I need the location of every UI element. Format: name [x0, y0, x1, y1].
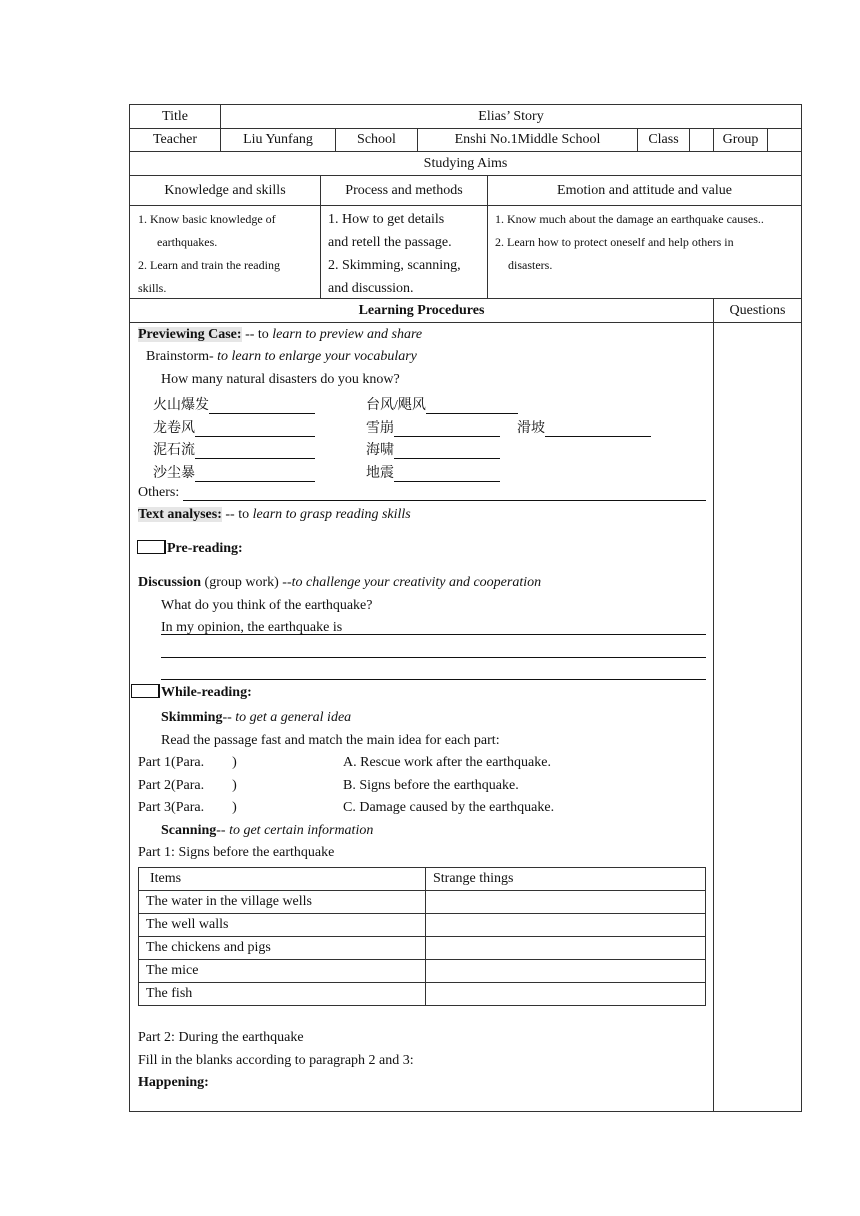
- procedures-heading-row: [130, 299, 801, 323]
- vocab-item: [517, 417, 651, 437]
- aims-line: 1. Know much about the damage an earthquake causes..: [495, 212, 764, 226]
- vocab-blank[interactable]: [209, 399, 315, 414]
- vocab-word: 海啸: [366, 443, 394, 458]
- aims-headings-row: [130, 176, 801, 206]
- group-label: Group: [714, 129, 768, 151]
- part-2-para: Part 2(Para. ): [138, 778, 237, 793]
- text-analyses-line: [138, 507, 411, 523]
- title-value: Elias’ Story: [478, 108, 544, 124]
- option-a: A. Rescue work after the earthquake.: [343, 755, 551, 770]
- teacher-value: Liu Yunfang: [221, 129, 336, 151]
- table-row: [139, 891, 706, 914]
- bookmark-icon: [131, 684, 160, 698]
- pre-reading-line: [137, 541, 243, 557]
- vocab-item: [153, 417, 315, 437]
- vocab-word: 沙尘暴: [153, 466, 195, 481]
- vocab-blank[interactable]: [426, 399, 518, 414]
- teacher-row: [130, 129, 801, 152]
- vocab-blank[interactable]: [195, 467, 315, 482]
- aims-line: 2. Learn how to protect oneself and help others in: [495, 235, 734, 249]
- vocab-word: 火山爆发: [153, 398, 209, 413]
- scanning-text: -- to get certain information: [216, 823, 374, 838]
- table-answer-cell[interactable]: [426, 960, 706, 983]
- studying-aims-row: [130, 152, 801, 176]
- vocab-item: [366, 439, 500, 459]
- table-item: The water in the village wells: [139, 891, 426, 914]
- scanning-line: [161, 823, 373, 839]
- opinion-blank[interactable]: [161, 634, 706, 635]
- vocab-word: 滑坡: [517, 421, 545, 436]
- brainstorm-text: to learn to enlarge your vocabulary: [217, 349, 417, 364]
- lesson-plan-sheet: [129, 104, 802, 1112]
- skimming-label: Skimming: [161, 710, 223, 725]
- vocab-word: 龙卷风: [153, 421, 195, 436]
- discussion-label: Discussion: [138, 575, 202, 590]
- table-row: [139, 937, 706, 960]
- aims-line: 1. Know basic knowledge of: [138, 212, 276, 226]
- skimming-line: [161, 710, 351, 726]
- questions-heading: Questions: [729, 302, 786, 318]
- discussion-question: What do you think of the earthquake?: [161, 598, 373, 613]
- vocab-item: [153, 439, 315, 459]
- fill-instruction: Fill in the blanks according to paragraph 2 and 3:: [138, 1053, 414, 1068]
- previewing-text: learn to preview and share: [272, 327, 423, 342]
- class-value: [690, 129, 714, 151]
- vocab-item: [153, 462, 315, 482]
- aims-line: skills.: [138, 281, 167, 295]
- text-analyses-dash: -- to: [221, 507, 253, 522]
- table-answer-cell[interactable]: [426, 983, 706, 1006]
- bookmark-icon: [137, 540, 166, 554]
- learning-procedures-heading: Learning Procedures: [130, 299, 714, 322]
- group-value: [768, 129, 801, 151]
- vocab-word: 地震: [366, 466, 394, 481]
- table-header-strange-things: Strange things: [426, 868, 706, 891]
- pre-reading-heading: Pre-reading:: [167, 541, 243, 556]
- while-reading-heading: While-reading:: [161, 685, 252, 700]
- vocab-item: [366, 462, 500, 482]
- aims-line: and discussion.: [328, 281, 414, 296]
- vocab-blank[interactable]: [394, 467, 500, 482]
- table-row: [139, 983, 706, 1006]
- part-3-para: Part 3(Para. ): [138, 800, 237, 815]
- previewing-dash: -- to: [241, 327, 273, 342]
- text-analyses-text: learn to grasp reading skills: [252, 507, 411, 522]
- opinion-blank[interactable]: [161, 657, 706, 658]
- part1-heading: Part 1: Signs before the earthquake: [138, 845, 335, 860]
- vocab-blank[interactable]: [195, 444, 315, 459]
- brainstorm-label: Brainstorm-: [146, 349, 218, 364]
- emotion-attitude-content: [488, 206, 801, 298]
- discussion-line: [138, 575, 541, 591]
- title-label: Title: [130, 105, 221, 128]
- vocab-blank[interactable]: [394, 422, 500, 437]
- aims-line: earthquakes.: [157, 235, 218, 249]
- others-blank[interactable]: [183, 500, 706, 501]
- table-item: The fish: [139, 983, 426, 1006]
- aims-line: 2. Learn and train the reading: [138, 258, 280, 272]
- brainstorm-question: How many natural disasters do you know?: [161, 372, 400, 387]
- option-c: C. Damage caused by the earthquake.: [343, 800, 555, 815]
- vocab-blank[interactable]: [394, 444, 500, 459]
- vocab-word: 台风/飓风: [366, 398, 426, 413]
- table-answer-cell[interactable]: [426, 914, 706, 937]
- vocab-item: [366, 417, 500, 437]
- vocab-blank[interactable]: [195, 422, 315, 437]
- aims-line: 2. Skimming, scanning,: [328, 258, 461, 273]
- skimming-instruction: Read the passage fast and match the main idea for each part:: [161, 733, 500, 748]
- vocab-item: [153, 394, 315, 414]
- vocab-item: [366, 394, 518, 414]
- scanning-label: Scanning: [161, 823, 217, 838]
- aims-line: and retell the passage.: [328, 235, 452, 250]
- teacher-label: Teacher: [130, 129, 221, 151]
- part2-heading: Part 2: During the earthquake: [138, 1030, 304, 1045]
- studying-aims-heading: Studying Aims: [423, 155, 508, 171]
- option-b: B. Signs before the earthquake.: [343, 778, 519, 793]
- previewing-label: Previewing Case:: [138, 327, 242, 342]
- procedures-content: [130, 323, 714, 1111]
- school-label: School: [336, 129, 418, 151]
- emotion-attitude-heading: Emotion and attitude and value: [557, 182, 732, 198]
- table-item: The mice: [139, 960, 426, 983]
- table-row: [139, 914, 706, 937]
- opinion-prompt: In my opinion, the earthquake is: [161, 620, 343, 635]
- knowledge-skills-heading: Knowledge and skills: [130, 176, 321, 205]
- text-analyses-label: Text analyses:: [138, 507, 222, 522]
- process-methods-content: [321, 206, 488, 298]
- opinion-blank[interactable]: [161, 679, 706, 680]
- school-value: Enshi No.1Middle School: [418, 129, 638, 151]
- signs-table: [138, 867, 706, 1006]
- vocab-word: 泥石流: [153, 443, 195, 458]
- procedures-body-row: [130, 323, 801, 1111]
- class-label: Class: [638, 129, 690, 151]
- table-item: The well walls: [139, 914, 426, 937]
- title-row: [130, 105, 801, 129]
- aims-line: 1. How to get details: [328, 212, 445, 227]
- discussion-mid: (group work) --: [201, 575, 292, 590]
- happening-heading: Happening:: [138, 1075, 209, 1090]
- others-label: Others:: [138, 485, 180, 500]
- while-reading-line: [131, 685, 252, 701]
- discussion-text: to challenge your creativity and cooperation: [291, 575, 542, 590]
- questions-column[interactable]: [714, 323, 801, 1111]
- knowledge-skills-content: [130, 206, 321, 298]
- table-row: [139, 960, 706, 983]
- skimming-text: -- to get a general idea: [222, 710, 352, 725]
- table-item: The chickens and pigs: [139, 937, 426, 960]
- vocab-blank[interactable]: [545, 422, 651, 437]
- table-answer-cell[interactable]: [426, 891, 706, 914]
- previewing-line: [138, 327, 422, 343]
- brainstorm-line: [146, 349, 417, 365]
- aims-content-row: [130, 206, 801, 299]
- part-1-para: Part 1(Para. ): [138, 755, 237, 770]
- vocab-word: 雪崩: [366, 421, 394, 436]
- aims-line: disasters.: [508, 258, 553, 272]
- table-header-row: [139, 868, 706, 891]
- process-methods-heading: Process and methods: [321, 176, 488, 205]
- table-answer-cell[interactable]: [426, 937, 706, 960]
- table-header-items: Items: [139, 868, 426, 891]
